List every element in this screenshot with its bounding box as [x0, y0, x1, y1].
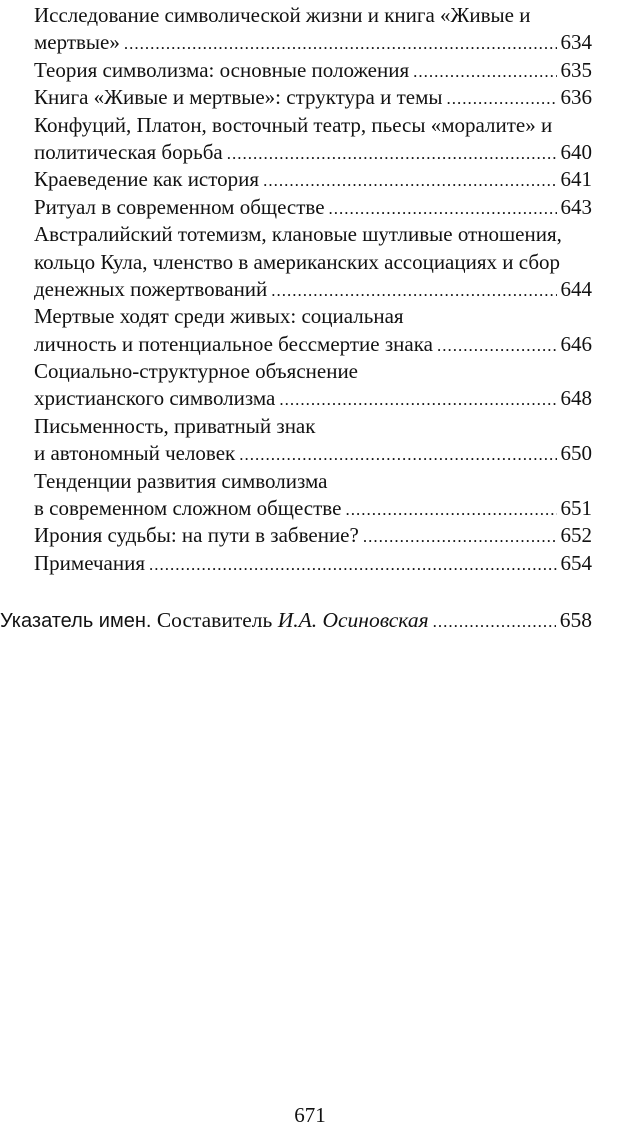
toc-line — [34, 194, 592, 221]
dot-leader — [413, 58, 556, 85]
page-number-footer: 671 — [294, 1103, 326, 1127]
toc-entry — [34, 468, 592, 523]
toc-entry — [34, 303, 592, 358]
toc-page-number: 650 — [560, 441, 592, 466]
toc-entry-title: личность и потенциальное бессмертие знака — [34, 331, 433, 356]
index-title: Указатель имен. — [0, 610, 152, 632]
index-compiler-name: И.А. Осиновская — [277, 608, 429, 632]
toc-page-number: 654 — [560, 550, 592, 575]
toc-page-number: 651 — [560, 496, 592, 521]
dot-leader — [345, 496, 556, 523]
toc-line — [34, 276, 592, 303]
toc-line — [34, 57, 592, 84]
toc-page-number: 636 — [560, 85, 592, 110]
dot-leader — [271, 277, 556, 304]
toc-page-number: 652 — [560, 523, 592, 548]
toc-line — [34, 166, 592, 193]
toc-entry-title: и автономный человек — [34, 441, 236, 466]
toc-page-number: 640 — [560, 139, 592, 164]
dot-leader — [329, 195, 557, 222]
toc-entry-title: Теория символизма: основные положения — [34, 57, 410, 82]
toc-line — [34, 550, 592, 577]
toc-line — [34, 303, 592, 330]
toc-entry — [34, 112, 592, 167]
toc-entry-title: Конфуций, Платон, восточный театр, пьесы «моралите» и — [34, 112, 553, 137]
index-page-number: 658 — [559, 608, 592, 632]
toc-entry-title: Примечания — [34, 550, 146, 575]
toc-entry — [34, 166, 592, 193]
toc-page-number: 644 — [560, 276, 592, 301]
toc-entry — [34, 84, 592, 111]
toc-entry-title: Тенденции развития символизма — [34, 468, 328, 493]
toc-entry-title: Мертвые ходят среди живых: социальная — [34, 304, 404, 329]
toc-entry-title: мертвые» — [34, 30, 120, 55]
toc-entry-title: христианского символизма — [34, 386, 276, 411]
toc-entry-title: Ирония судьбы: на пути в забвение? — [34, 523, 359, 548]
toc-line — [34, 495, 592, 522]
toc-line — [34, 440, 592, 467]
toc-line — [0, 606, 592, 634]
toc-entry — [34, 194, 592, 221]
toc-entry-title: денежных пожертвований — [34, 276, 268, 301]
toc-entry-title: кольцо Кула, членство в американских ассоциациях и сбор — [34, 249, 561, 274]
toc-entry-title: Исследование символической жизни и книга «Живые и — [34, 3, 531, 27]
toc-entry — [34, 57, 592, 84]
toc-line — [34, 84, 592, 111]
toc-entry-title: политическая борьба — [34, 139, 223, 164]
dot-leader — [363, 523, 557, 550]
dot-leader — [149, 551, 556, 578]
toc-line — [34, 468, 592, 495]
toc-entry-title: Австралийский тотемизм, клановые шутливые отношения, — [34, 222, 562, 247]
dot-leader — [447, 85, 557, 112]
index-compiler-label: Составитель — [156, 608, 273, 632]
toc-line — [34, 413, 592, 440]
index-title-text — [0, 606, 429, 635]
toc-entry-title: Ритуал в современном обществе — [34, 194, 325, 219]
table-of-contents — [34, 2, 592, 577]
toc-line — [34, 522, 592, 549]
toc-line — [34, 221, 592, 248]
toc-entry — [34, 2, 592, 57]
toc-page-number: 635 — [560, 57, 592, 82]
toc-entry — [34, 221, 592, 303]
toc-page-number: 641 — [560, 167, 592, 192]
toc-entry — [34, 358, 592, 413]
toc-line — [34, 358, 592, 385]
toc-page-number: 643 — [560, 194, 592, 219]
toc-page-number: 646 — [560, 331, 592, 356]
dot-leader — [227, 140, 557, 167]
toc-line — [34, 249, 592, 276]
toc-entry-title: в современном сложном обществе — [34, 496, 342, 521]
toc-entry-title: Краеведение как история — [34, 167, 260, 192]
name-index-entry — [0, 606, 592, 634]
dot-leader — [437, 332, 557, 359]
toc-entry — [34, 413, 592, 468]
toc-line — [34, 385, 592, 412]
toc-entry-title: Социально-структурное объяснение — [34, 359, 359, 384]
toc-entry-title: Книга «Живые и мертвые»: структура и темы — [34, 85, 443, 110]
dot-leader — [239, 441, 556, 468]
toc-page-number: 648 — [560, 386, 592, 411]
toc-line — [34, 139, 592, 166]
dot-leader — [433, 608, 556, 636]
toc-entry — [34, 522, 592, 549]
dot-leader — [279, 386, 556, 413]
toc-line — [34, 29, 592, 56]
toc-line — [34, 331, 592, 358]
toc-entry — [34, 550, 592, 577]
toc-line — [34, 112, 592, 139]
dot-leader — [124, 30, 557, 57]
dot-leader — [263, 167, 556, 194]
toc-line — [34, 2, 592, 29]
toc-entry-title: Письменность, приватный знак — [34, 413, 316, 438]
toc-page-number: 634 — [560, 30, 592, 55]
